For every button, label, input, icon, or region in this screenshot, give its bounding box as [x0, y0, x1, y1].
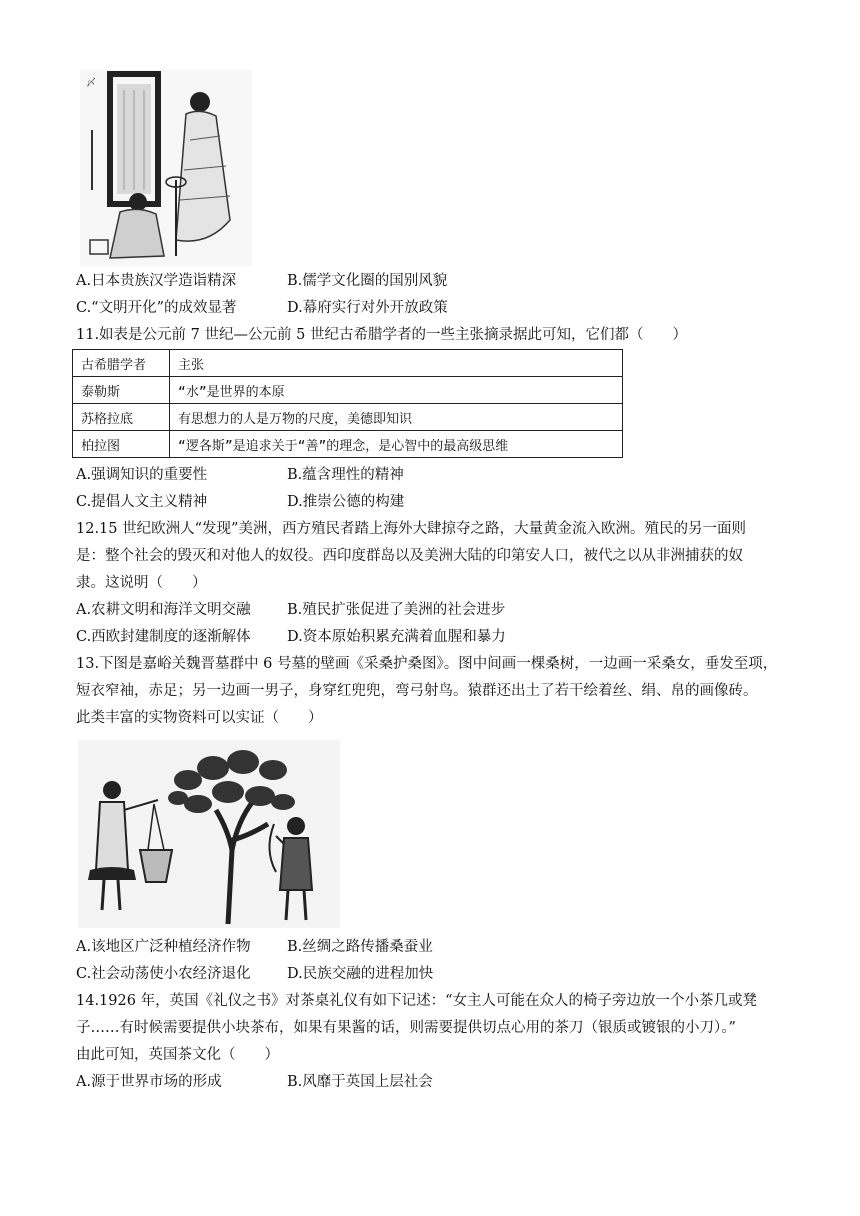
- ukiyo-e-illustration: [80, 70, 252, 266]
- q12-option-b: B.殖民扩张促进了美洲的社会进步: [287, 602, 506, 618]
- q14-option-b: B.风靡于英国上层社会: [287, 1074, 433, 1090]
- q13-stem-line-3: 此类丰富的实物资料可以实证（ ）: [76, 710, 323, 726]
- q13-option-d: D.民族交融的进程加快: [287, 966, 434, 982]
- table-cell-view: 有思想力的人是万物的尺度，美德即知识: [170, 404, 623, 431]
- q12-stem-line-3: 隶。这说明（ ）: [76, 575, 207, 591]
- table-row: [73, 377, 623, 404]
- table-cell-view: “水”是世界的本原: [170, 377, 623, 404]
- q12-option-a: A.农耕文明和海洋文明交融: [76, 602, 251, 618]
- q12-option-c: C.西欧封建制度的逐渐解体: [76, 629, 251, 645]
- table-cell-scholar: 苏格拉底: [73, 404, 170, 431]
- table-header-row: [73, 350, 623, 377]
- q12-stem-line-1: 12.15 世纪欧洲人“发现”美洲，西方殖民者踏上海外大肆掠夺之路，大量黄金流入欧洲。殖民的另一面则: [76, 521, 746, 537]
- q10-option-c: C.“文明开化”的成效显著: [76, 300, 237, 316]
- q11-stem: 11.如表是公元前 7 世纪—公元前 5 世纪古希腊学者的一些主张摘录据此可知，它们都（ ）: [76, 327, 687, 343]
- q13-option-b: B.丝绸之路传播桑蚕业: [287, 939, 433, 955]
- q13-stem-line-1: 13.下图是嘉峪关魏晋墓群中 6 号墓的壁画《采桑护桑图》。图中间画一棵桑树，一边画一采桑女，垂发至项，: [76, 656, 778, 672]
- q13-stem-line-2: 短衣窄袖，赤足；另一边画一男子，身穿红兜兜，弯弓射鸟。猿群还出土了若干绘着丝、绢、帛的画像砖。: [76, 683, 758, 699]
- q11-table: [72, 349, 623, 458]
- svg-text:〆: 〆: [86, 78, 96, 89]
- q12-option-d: D.资本原始积累充满着血腥和暴力: [287, 629, 506, 645]
- q14-stem-line-2: 子……有时候需要提供小块茶布，如果有果酱的话，则需要提供切点心用的茶刀（银质或镀银的小刀）。”: [76, 1020, 736, 1036]
- q14-stem-line-3: 由此可知，英国茶文化（ ）: [76, 1047, 279, 1063]
- q12-stem-line-2: 是：整个社会的毁灭和对他人的奴役。西印度群岛以及美洲大陆的印第安人口，被代之以从非洲捕获的奴: [76, 548, 743, 564]
- q11-option-d: D.推崇公德的构建: [287, 494, 405, 510]
- q14-stem-line-1: 14.1926 年，英国《礼仪之书》对茶桌礼仪有如下记述：“女主人可能在众人的椅子旁边放一个小茶几或凳: [76, 993, 757, 1009]
- ukiyo-e-drawing: [80, 70, 252, 266]
- q13-option-c: C.社会动荡使小农经济退化: [76, 966, 251, 982]
- q13-option-a: A.该地区广泛种植经济作物: [76, 939, 251, 955]
- mulberry-mural-illustration: [78, 740, 340, 928]
- table-row: [73, 404, 623, 431]
- table-cell-view: “逻各斯”是追求关于“善”的理念，是心智中的最高级思维: [170, 431, 623, 458]
- q10-option-b: B.儒学文化圈的国别风貌: [287, 273, 448, 289]
- mulberry-mural-drawing: [78, 740, 340, 928]
- q10-option-d: D.幕府实行对外开放政策: [287, 300, 448, 316]
- q11-option-c: C.提倡人文主义精神: [76, 494, 208, 510]
- table-header-scholar: 古希腊学者: [73, 350, 170, 377]
- table-header-view: 主张: [170, 350, 623, 377]
- q10-option-a: A.日本贵族汉学造诣精深: [76, 273, 237, 289]
- table-row: [73, 431, 623, 458]
- q14-option-a: A.源于世界市场的形成: [76, 1074, 222, 1090]
- table-cell-scholar: 泰勒斯: [73, 377, 170, 404]
- q11-option-b: B.蕴含理性的精神: [287, 467, 404, 483]
- table-cell-scholar: 柏拉图: [73, 431, 170, 458]
- q11-option-a: A.强调知识的重要性: [76, 467, 208, 483]
